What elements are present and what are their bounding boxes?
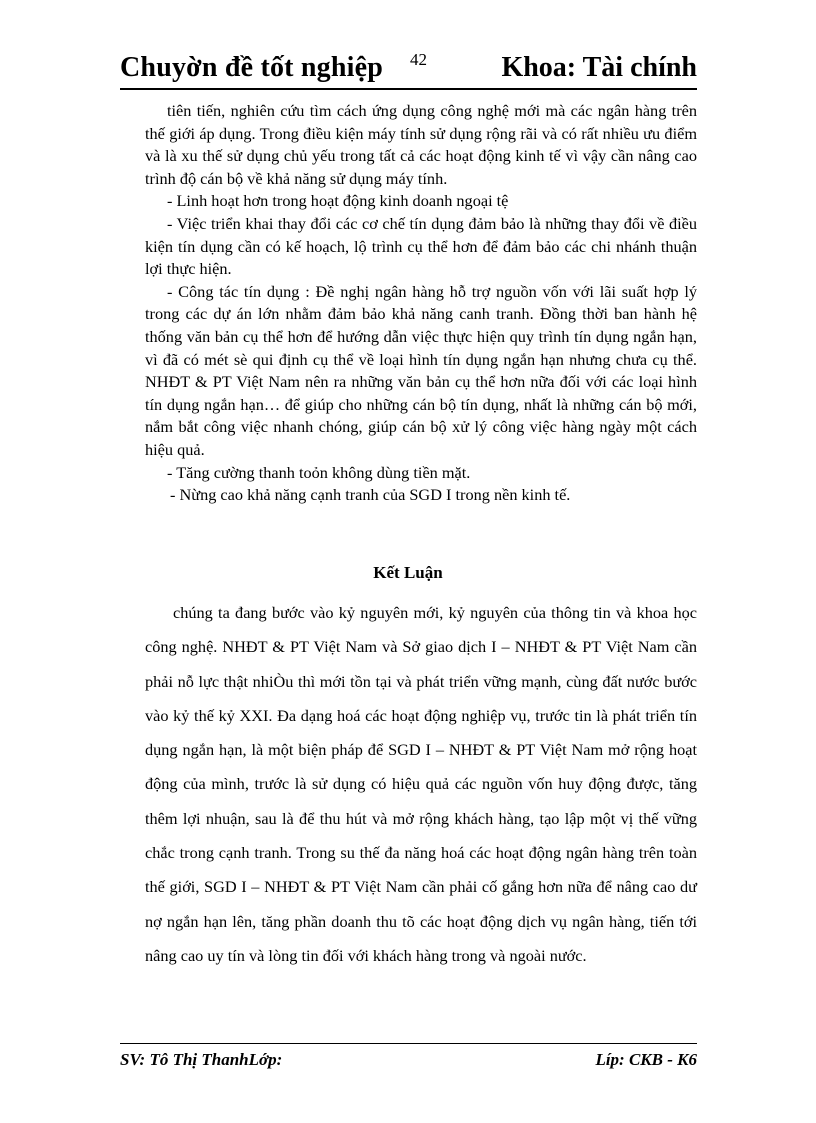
paragraph: - Nừng cao khả năng cạnh tranh của SGD I trong nền kinh tế. (170, 485, 571, 505)
conclusion-body (145, 596, 697, 973)
paragraph: - Việc triển khai thay đổi các cơ chế tín dụng đảm bảo là những thay đổi về điều kiện tín dụng cần có kế hoạch, lộ trình cụ thể hơn để đảm bảo các chi nhánh thuận lợi thực hiện. (145, 213, 697, 279)
footer-student: SV: Tô Thị ThanhLớp: (120, 1050, 283, 1069)
paragraph: - Linh hoạt hơn trong hoạt động kinh doanh ngoại tệ (167, 191, 509, 211)
paragraph: - Tăng cường thanh toỏn không dùng tiền mặt. (167, 462, 471, 482)
header-title: Chuyờn đề tốt nghiệp (120, 52, 384, 83)
header-department: Khoa: Tài chính (501, 52, 697, 83)
header-divider (120, 88, 697, 90)
footer-class: Líp: CKB - K6 (595, 1050, 697, 1069)
page-number: 42 (410, 50, 427, 69)
page-header (120, 50, 697, 90)
paragraph: tiên tiến, nghiên cứu tìm cách ứng dụng công nghệ mới mà các ngân hàng trên thế giới áp dụng. Trong điều kiện máy tính sử dụng rộng rãi và có rất nhiều ưu điểm và là xu thế sử dụng chủ yếu trong tất cả các hoạt động kinh tế vì vậy cần nâng cao trình độ cán bộ về khả năng sử dụng máy tính. (145, 101, 697, 188)
conclusion-heading: Kết Luận (373, 563, 443, 582)
body-text (145, 100, 697, 507)
paragraph: - Công tác tín dụng : Đề nghị ngân hàng hỗ trợ nguồn vốn với lãi suất hợp lý trong các dự án lớn nhằm đảm bảo khả năng canh tranh. Đồng thời ban hành hệ thống văn bản cụ thể hơn để hướng dẫn việc thực hiện quy trình tín dụng ngắn hạn, vì đã có mét sè qui định cụ thể về loại hình tín dụng ngắn hạn nhưng chưa cụ thể. NHĐT & PT Việt Nam nên ra những văn bản cụ thể hơn nữa đối với các loại hình tín dụng ngắn hạn… để giúp cho những cán bộ tín dụng, nhất là những cán bộ mới, nắm bắt công việc nhanh chóng, giúp cán bộ xử lý công việc hàng ngày một cách hiệu quả. (145, 281, 697, 459)
footer-divider (120, 1043, 697, 1044)
paragraph: chúng ta đang bước vào kỷ nguyên mới, kỷ nguyên của thông tin và khoa học công nghệ. NHĐT & PT Việt Nam và Sở giao dịch I – NHĐT & PT Việt Nam cần phải nỗ lực thật nhiÒu thì mới tồn tại và phát triển vững mạnh, cùng đất nước bước vào kỷ thế kỷ XXI. Đa dạng hoá các hoạt động nghiệp vụ, trước tin là phát triển tín dụng ngắn hạn, là một biện pháp để SGD I – NHĐT & PT Việt Nam mở rộng hoạt động của mình, trước là sử dụng có hiệu quả các nguồn vốn huy động được, tăng thêm lợi nhuận, sau là để thu hút và mở rộng khách hàng, tạo lập một vị thế vững chắc trong cạnh tranh. Trong su thế đa năng hoá các hoạt động ngân hàng trên toàn thế giới, SGD I – NHĐT & PT Việt Nam cần phải cố gắng hơn nữa để nâng cao dư nợ ngắn hạn lên, tăng phần doanh thu tõ các hoạt động dịch vụ ngân hàng, tiến tới nâng cao uy tín và lòng tin đối với khách hàng trong và ngoài nước. (145, 603, 697, 965)
